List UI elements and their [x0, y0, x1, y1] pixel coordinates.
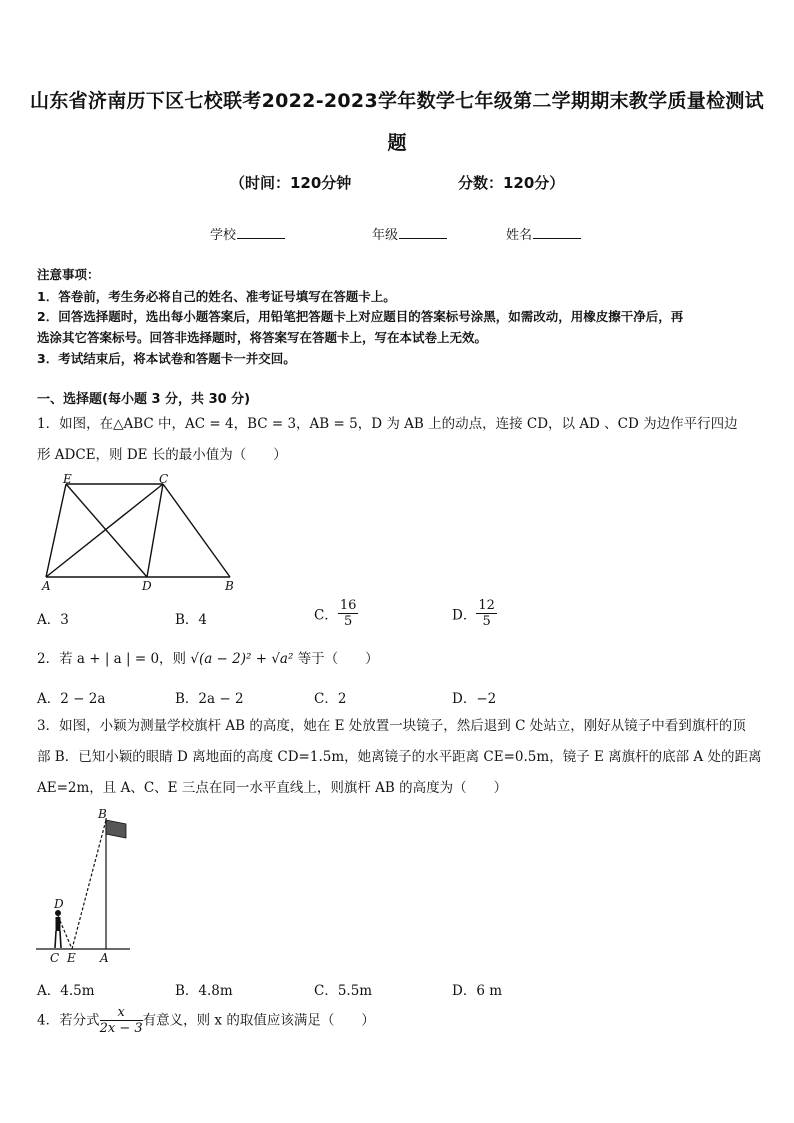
q1-option-d-numerator: 12 [478, 598, 495, 613]
section-heading: 一、选择题(每小题 3 分，共 30 分) [37, 392, 251, 407]
q2-post: 等于（ ） [297, 651, 379, 667]
note-1: 1．答卷前，考生务必将自己的姓名、准考证号填写在答题卡上。 [37, 289, 396, 304]
q3-option-b: B．4.8m [175, 983, 233, 999]
school-label: 学校 [210, 228, 237, 243]
q1-option-d-label: D． [452, 607, 477, 624]
q1-option-d-fraction [476, 598, 497, 629]
q4-denominator: 2x − 3 [99, 1021, 143, 1036]
flag-icon [106, 820, 126, 838]
q3-option-d: D．6 m [452, 983, 503, 999]
q1-option-a: A．3 [37, 612, 69, 628]
page-title-continued: 题 [387, 132, 407, 154]
name-label: 姓名 [506, 228, 533, 243]
q1-option-c-numerator: 16 [339, 598, 357, 613]
q2-option-a: A．2 − 2a [37, 691, 106, 707]
grade-label: 年级 [372, 228, 399, 243]
q1-label-e: E [63, 474, 72, 486]
q1-option-b: B．4 [175, 612, 208, 628]
q4-pre: 4．若分式 [37, 1012, 100, 1029]
q2-pre: 2．若 a + | a | = 0，则 [37, 651, 187, 667]
note-2a: 2．回答选择题时，选出每小题答案后，用铅笔把答题卡上对应题目的答案标号涂黑，如需改动，用橡皮擦干净后，再 [37, 309, 684, 324]
school-blank [237, 226, 285, 239]
q2-option-c: C．2 [314, 691, 347, 707]
q1-option-c-denominator: 5 [343, 614, 353, 629]
q2-stem [37, 649, 379, 669]
q3-label-a: A [100, 951, 109, 965]
q1-parallelogram-figure [36, 474, 246, 596]
q2-option-b: B．2a − 2 [175, 691, 244, 707]
q1-option-c-fraction [338, 598, 359, 629]
person-icon [55, 910, 61, 948]
school-field [210, 224, 285, 243]
q4-post: 有意义，则 x 的取值应该满足（ ） [142, 1012, 375, 1029]
q3-label-e: E [67, 951, 76, 965]
q1-line1: 1．如图，在△ABC 中，AC = 4，BC = 3，AB = 5，D 为 AB 上的动点，连接 CD，以 AD 、CD 为边作平行四边 [37, 416, 738, 432]
grade-field [372, 224, 447, 243]
q1-option-d-denominator: 5 [482, 614, 491, 629]
q1-label-a: A [42, 579, 51, 593]
q3-label-c: C [50, 951, 60, 965]
exam-score: 分数：120分） [458, 174, 565, 192]
q3-label-d: D [54, 897, 64, 911]
q4-fraction [100, 1005, 143, 1036]
note-3: 3．考试结束后，将本试卷和答题卡一并交回。 [37, 351, 296, 366]
q3-label-b: B [98, 807, 107, 821]
q3-option-a: A．4.5m [37, 983, 95, 999]
grade-blank [399, 226, 447, 239]
q1-label-c: C [159, 474, 169, 486]
q3-flagpole-figure [34, 806, 134, 970]
q1-label-b: B [225, 579, 234, 593]
q1-option-c [314, 598, 358, 629]
q4-numerator: x [100, 1005, 143, 1021]
q3-line2: 部 B．已知小颖的眼睛 D 离地面的高度 CD=1.5m，她离镜子的水平距离 CE=0.5m，镜子 E 离旗杆的底部 A 处的距离 [37, 749, 762, 765]
q1-label-d: D [142, 579, 152, 593]
page-title: 山东省济南历下区七校联考2022-2023学年数学七年级第二学期期末教学质量检测试 [30, 90, 764, 112]
name-blank [533, 226, 581, 239]
q2-expression: √(a − 2)² + √a² [190, 651, 294, 667]
notes-heading: 注意事项： [37, 267, 100, 282]
q3-line1: 3．如图，小颖为测量学校旗杆 AB 的高度，她在 E 处放置一块镜子，然后退到 C 处站立，刚好从镜子中看到旗杆的顶 [37, 718, 746, 734]
q1-option-c-label: C． [314, 607, 338, 624]
note-2b: 选涂其它答案标号。回答非选择题时，将答案写在答题卡上，写在本试卷上无效。 [37, 330, 488, 345]
q3-option-c: C．5.5m [314, 983, 373, 999]
q3-line3: AE=2m，且 A、C、E 三点在同一水平直线上，则旗杆 AB 的高度为（ ） [37, 780, 508, 796]
q1-option-d [452, 598, 497, 629]
q4-stem [37, 1005, 375, 1036]
name-field [506, 224, 581, 243]
q1-line2: 形 ADCE，则 DE 长的最小值为（ ） [37, 447, 287, 463]
q2-option-d: D．−2 [452, 691, 497, 707]
exam-time: （时间：120分钟 [230, 174, 352, 192]
